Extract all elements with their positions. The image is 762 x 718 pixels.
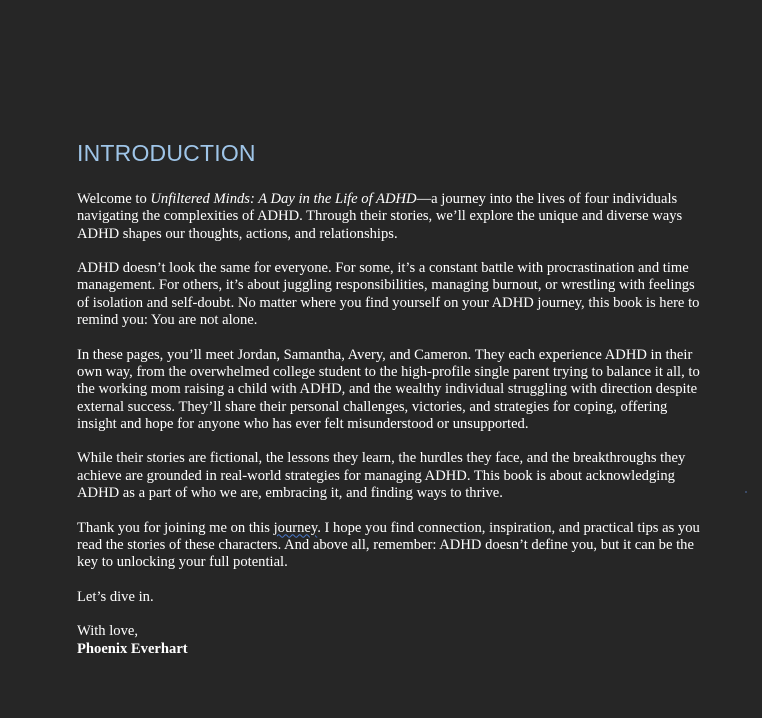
paragraph-lessons: While their stories are fictional, the lessons they learn, the hurdles they face, and the breakthroughs they achieve are grounded in real-world strategies for managing ADHD. This book is about acknowledging ADHD as a part of who we are, embracing it, and finding ways to thrive.: [77, 450, 686, 502]
author-signature: Phoenix Everhart: [77, 640, 188, 657]
closing-line: With love,: [77, 623, 139, 640]
intro-rest-text: —a journey into the lives of four individuals navigating the complexities of ADHD. Through their stories, we’ll explore the unique and diverse ways ADHD shapes our thoughts, actions, and relationships.: [77, 191, 683, 242]
thanks-after-text: . I hope you find connection, inspiration, and practical tips as you read the stories of these characters. And above all, remember: ADHD doesn’t define you, but it can be the key to unlocking your full potential.: [77, 519, 700, 571]
paragraph-thanks: [77, 520, 707, 572]
paragraph-adhd-differences: ADHD doesn’t look the same for everyone. For some, it’s a constant battle with procrastination and time management. For others, it’s about juggling responsibilities, managing burnout, or wrestling with feelings of isolation and self-doubt. No matter where you find yourself on your ADHD journey, this book is here to remind you: You are not alone.: [77, 260, 700, 329]
document-body[interactable]: [77, 139, 707, 658]
chapter-heading: INTRODUCTION: [77, 140, 256, 166]
spellcheck-flagged-word[interactable]: journey: [273, 519, 318, 536]
thanks-before-text: Thank you for joining me on this: [77, 519, 274, 536]
intro-paragraph: [77, 191, 707, 243]
paragraph-characters: In these pages, you’ll meet Jordan, Samantha, Avery, and Cameron. They each experience ADHD in their own way, from the overwhelmed college student to the high-profile single parent trying to balance it all, to the working mom raising a child with ADHD, and the wealthy individual struggling with direction despite external success. They’ll share their personal challenges, victories, and strategies for coping, offering insight and hope for anyone who has ever felt misunderstood or unsupported.: [77, 346, 700, 432]
paragraph-dive-in: Let’s dive in.: [77, 588, 154, 605]
margin-marker: [745, 491, 747, 493]
book-title: Unfiltered Minds: A Day in the Life of ADHD: [150, 191, 417, 207]
intro-lead-text: Welcome to: [77, 191, 151, 207]
